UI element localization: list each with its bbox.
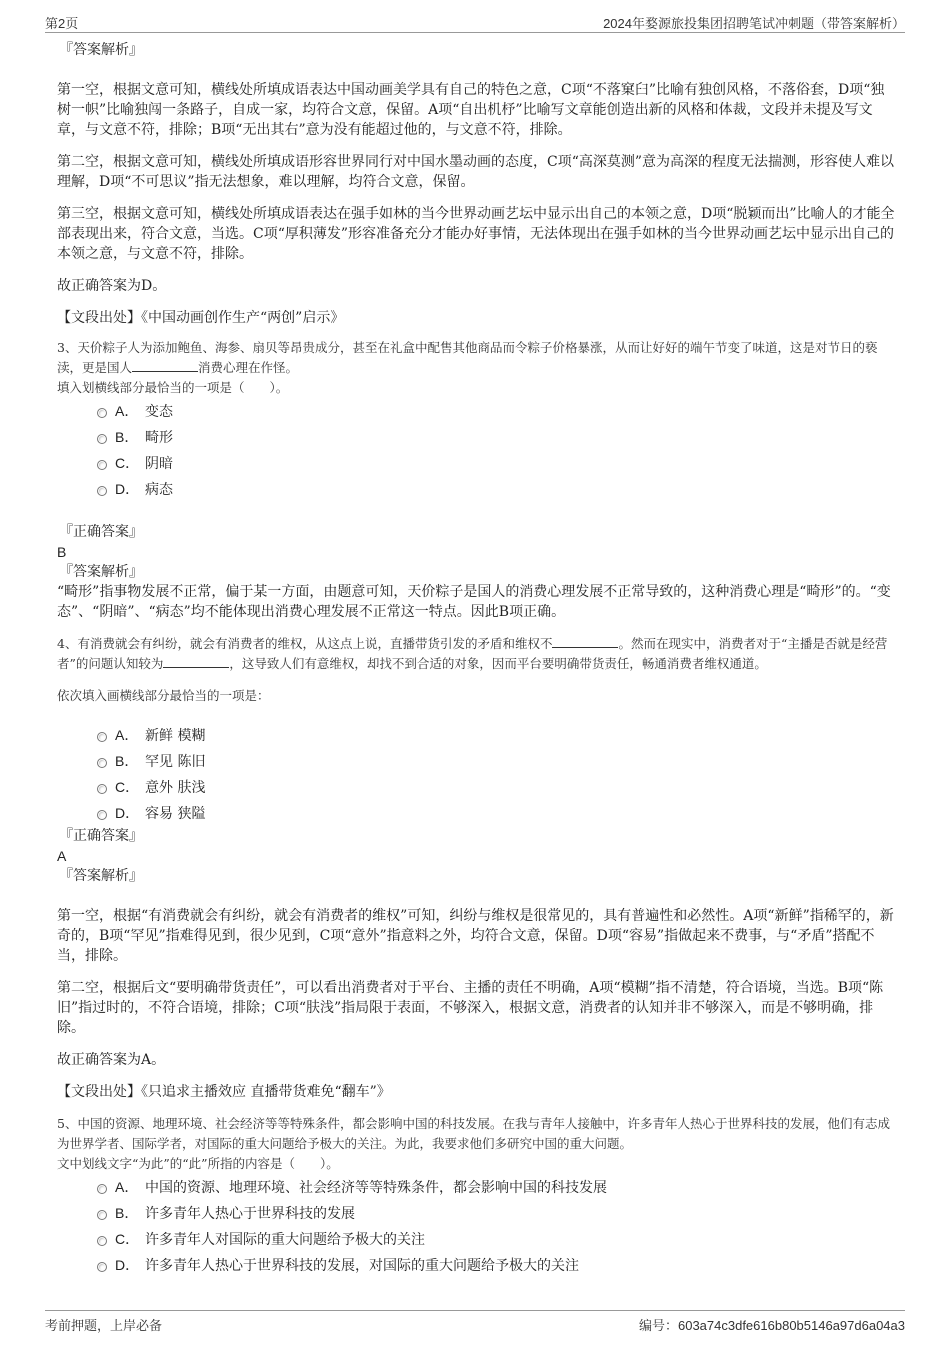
q3-option-c[interactable]: C． 阴暗 xyxy=(57,450,895,476)
q3-correct-label: 『正确答案』 xyxy=(59,524,143,540)
radio-button[interactable] xyxy=(97,1262,107,1272)
q4-option-d[interactable]: D． 容易 狭隘 xyxy=(57,800,895,826)
q5-stem: 5、中国的资源、地理环境、社会经济等等特殊条件，都会影响中国的科技发展。在我与青年人接触中，许多青年人热心于世界科技的发展，他们有志成为世界学者、国际学者，对国际的重大问题给予极大的关注。为此，我要求他们多研究中国的重大问题。 xyxy=(57,1116,890,1151)
q5-option-d[interactable]: D． 许多青年人热心于世界科技的发展，对国际的重大问题给予极大的关注 xyxy=(57,1252,895,1278)
q4-analysis-para2: 第二空，根据后文“要明确带货责任”，可以看出消费者对于平台、主播的责任不明确，A项“模糊”指不清楚，符合语境，当选。B项“陈旧”指过时的，不符合语境，排除；C项“肤浅”指局限于表面，不够深入，根据文意，消费者的认知并非不够深入，而是不够明确，排除。 xyxy=(57,980,884,1036)
q2-analysis-para3: 第三空，根据文意可知，横线处所填成语表达在强手如林的当今世界动画艺坛中显示出自己的本领之意，D项“脱颖而出”比喻人的才能全部表现出来，符合文意，当选。C项“厚积薄发”形容准备充分才能办好事情，无法体现出在强手如林的当今世界动画艺坛中显示出自己的本领之意，与文意不符，排除。 xyxy=(57,206,895,262)
q4-analysis-label: 『答案解析』 xyxy=(59,868,143,884)
q4-stem: 4、有消费就会有纠纷，就会有消费者的维权，从这点上说，直播带货引发的矛盾和维权不 。然而在现实中，消费者对于“主播是否就是经营者”的问题认知较为 ，这导致人们有意维权，却找不到合适的对象，因而平台要明确带货责任，畅通消费者维权通道。 xyxy=(57,636,888,671)
q3-answer: B xyxy=(57,544,67,560)
q2-analysis-label: 『答案解析』 xyxy=(59,42,143,58)
radio-button[interactable] xyxy=(97,408,107,418)
q3-option-d[interactable]: D． 病态 xyxy=(57,476,895,502)
q3-prompt: 填入划横线部分最恰当的一项是（ ）。 xyxy=(57,380,289,395)
page-number: 第2页 xyxy=(45,16,79,31)
footer-code: 编号：603a74c3dfe616b80b5146a97d6a04a3 xyxy=(638,1318,905,1333)
footer-slogan: 考前押题，上岸必备 xyxy=(45,1318,163,1333)
q3-stem: 3、天价粽子人为添加鲍鱼、海参、扇贝等昂贵成分，甚至在礼盒中配售其他商品而令粽子价格暴涨，从而让好好的端午节变了味道，这是对节日的亵渎，更是国人 消费心理在作怪。 xyxy=(57,340,878,375)
q4-option-c[interactable]: C． 意外 肤浅 xyxy=(57,774,895,800)
q4-conclusion: 故正确答案为A。 xyxy=(57,1052,166,1068)
q4-blank-1 xyxy=(552,635,618,648)
q3-option-a[interactable]: A． 变态 xyxy=(57,398,895,424)
q5-options xyxy=(57,1174,895,1278)
radio-button[interactable] xyxy=(97,486,107,496)
q4-correct-label: 『正确答案』 xyxy=(59,828,143,844)
q2-source: 【文段出处】《中国动画创作生产“两创”启示》 xyxy=(57,310,345,326)
document-title: 2024年婺源旅投集团招聘笔试冲刺题（带答案解析） xyxy=(603,16,905,31)
q4-option-b[interactable]: B． 罕见 陈旧 xyxy=(57,748,895,774)
radio-button[interactable] xyxy=(97,1236,107,1246)
q2-conclusion: 故正确答案为D。 xyxy=(57,278,167,294)
q4-analysis-para1: 第一空，根据“有消费就会有纠纷，就会有消费者的维权”可知，纠纷与维权是很常见的，具有普遍性和必然性。A项“新鲜”指稀罕的，新奇的，B项“罕见”指难得见到，很少见到，C项“意外”指意料之外，均符合文意，保留。D项“容易”指做起来不费事，与“矛盾”搭配不当，排除。 xyxy=(57,908,894,964)
q3-option-b[interactable]: B． 畸形 xyxy=(57,424,895,450)
radio-button[interactable] xyxy=(97,434,107,444)
radio-button[interactable] xyxy=(97,810,107,820)
q4-answer: A xyxy=(57,848,67,864)
q5-option-c[interactable]: C． 许多青年人对国际的重大问题给予极大的关注 xyxy=(57,1226,895,1252)
q3-analysis-label: 『答案解析』 xyxy=(59,564,143,580)
radio-button[interactable] xyxy=(97,1184,107,1194)
document-code: 603a74c3dfe616b80b5146a97d6a04a3 xyxy=(677,1318,905,1333)
q4-source: 【文段出处】《只追求主播效应 直播带货难免“翻车”》 xyxy=(57,1084,391,1100)
q5-option-b[interactable]: B． 许多青年人热心于世界科技的发展 xyxy=(57,1200,895,1226)
q4-option-a[interactable]: A． 新鲜 模糊 xyxy=(57,722,895,748)
radio-button[interactable] xyxy=(97,460,107,470)
radio-button[interactable] xyxy=(97,1210,107,1220)
q3-analysis: “畸形”指事物发展不正常，偏于某一方面，由题意可知，天价粽子是国人的消费心理发展不正常导致的，这种消费心理是“畸形”的。“变态”、“阴暗”、“病态”均不能体现出消费心理发展不正常这一特点。因此B项正确。 xyxy=(57,584,891,620)
q2-analysis-para2: 第二空，根据文意可知，横线处所填成语形容世界同行对中国水墨动画的态度，C项“高深莫测”意为高深的程度无法揣测，形容使人难以理解，D项“不可思议”指无法想象，难以理解，均符合文意，保留。 xyxy=(57,154,895,190)
page-header xyxy=(45,10,905,33)
page-footer xyxy=(45,1310,905,1335)
page-content xyxy=(57,40,895,1278)
q2-analysis-para1: 第一空，根据文意可知，横线处所填成语表达中国动画美学具有自己的特色之意，C项“不落窠臼”比喻有独创风格，不落俗套，D项“独树一帜”比喻独闯一条路子，自成一家，均符合文意，保留。A项“自出机杼”比喻写文章能创造出新的风格和体裁，文段并未提及写文章，与文意不符，排除；B项“无出其右”意为没有能超过他的，与文意不符，排除。 xyxy=(57,82,885,138)
radio-button[interactable] xyxy=(97,732,107,742)
q5-prompt: 文中划线文字“为此”的“此”所指的内容是（ ）。 xyxy=(57,1156,339,1171)
radio-button[interactable] xyxy=(97,758,107,768)
q4-blank-2 xyxy=(163,655,229,668)
radio-button[interactable] xyxy=(97,784,107,794)
q3-blank xyxy=(132,359,198,372)
q4-options xyxy=(57,722,895,826)
q4-prompt: 依次填入画横线部分最恰当的一项是： xyxy=(57,688,270,703)
q3-options xyxy=(57,398,895,502)
q5-option-a[interactable]: A． 中国的资源、地理环境、社会经济等等特殊条件，都会影响中国的科技发展 xyxy=(57,1174,895,1200)
